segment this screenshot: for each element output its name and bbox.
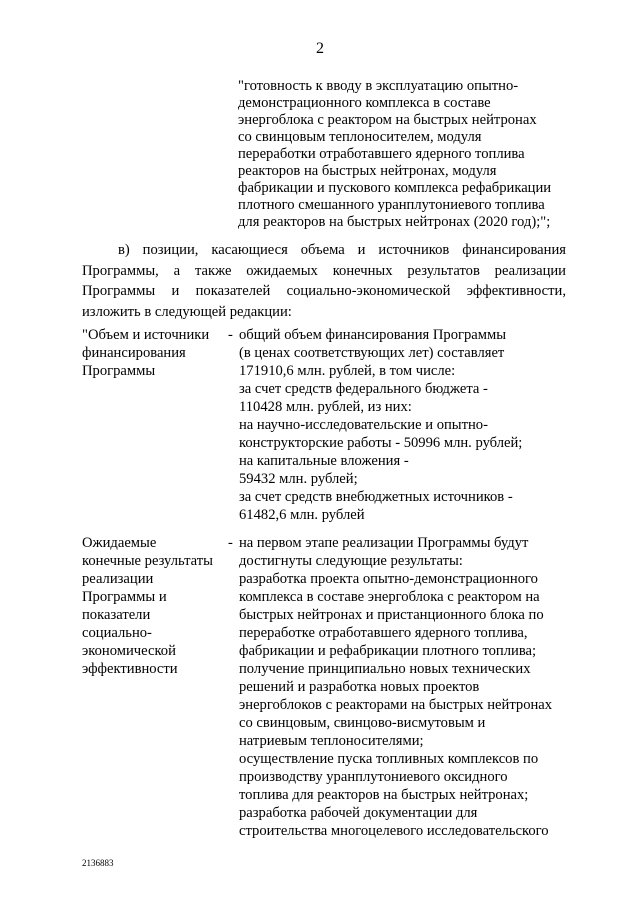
text-line: разработка рабочей документации для <box>239 805 478 821</box>
text-line: демонстрационного комплекса в составе <box>238 95 491 111</box>
text-line: конструкторские работы - 50996 млн. рублей; <box>239 435 523 451</box>
text-line: фабрикации и рефабрикации плотного топлива; <box>239 643 537 659</box>
text-line: на научно-исследовательские и опытно- <box>239 417 488 433</box>
text-line: изложить в следующей редакции: <box>82 303 292 320</box>
separator-dash: - <box>228 327 233 343</box>
text-line: 110428 млн. рублей, из них: <box>239 399 412 415</box>
results-label <box>82 534 222 678</box>
label-line: экономической <box>82 643 176 659</box>
text-line: топлива для реакторов на быстрых нейтронах; <box>239 787 529 803</box>
text-line: реакторов на быстрых нейтронах, модуля <box>238 163 497 179</box>
separator-dash: - <box>228 535 233 551</box>
text-line: плотного смешанного уранплутониевого топлива <box>238 197 545 213</box>
text-line: натриевым теплоносителями; <box>239 733 424 749</box>
label-line: "Объем и источники <box>82 327 210 343</box>
label-line: Программы и <box>82 589 167 605</box>
text-line: со свинцовым теплоносителем, модуля <box>238 129 482 145</box>
label-line: Ожидаемые <box>82 535 157 551</box>
document-code: 2136883 <box>82 858 114 868</box>
text-line: решений и разработка новых проектов <box>239 679 480 695</box>
label-line: финансирования <box>82 345 186 361</box>
label-line: показатели <box>82 607 151 623</box>
text-line: на первом этапе реализации Программы будут <box>239 535 529 551</box>
text-line: для реакторов на быстрых нейтронах (2020 год);"; <box>238 214 551 230</box>
text-line: на капитальные вложения - <box>239 453 409 469</box>
text-line: Программы, а также ожидаемых конечных результатов реализации <box>82 262 566 279</box>
text-line: общий объем финансирования Программы <box>239 327 507 343</box>
results-content <box>239 534 579 840</box>
text-line: в) позиции, касающиеся объема и источников финансирования <box>118 242 566 258</box>
label-line: реализации <box>82 571 154 587</box>
text-line: получение принципиально новых технических <box>239 661 531 677</box>
text-line: за счет средств федерального бюджета - <box>239 381 488 397</box>
text-line: достигнуты следующие результаты: <box>239 553 463 569</box>
text-line: 59432 млн. рублей; <box>239 471 358 487</box>
text-line: производству уранплутониевого оксидного <box>239 769 508 785</box>
text-line: 171910,6 млн. рублей, в том числе: <box>239 363 456 379</box>
text-line: "готовность к вводу в эксплуатацию опытно- <box>238 78 519 94</box>
text-line: комплекса в составе энергоблока с реактором на <box>239 589 540 605</box>
text-line: осуществление пуска топливных комплексов по <box>239 751 539 767</box>
text-line: разработка проекта опытно-демонстрационного <box>239 571 538 587</box>
page-number: 2 <box>316 40 324 57</box>
label-line: Программы <box>82 363 156 379</box>
text-line: энергоблока с реактором на быстрых нейтронах <box>238 112 537 128</box>
label-line: эффективности <box>82 661 178 677</box>
text-line: 61482,6 млн. рублей <box>239 507 365 523</box>
text-line: фабрикации и пускового комплекса рефабрикации <box>238 180 552 196</box>
text-line: Программы и показателей социально-экономической эффективности, <box>82 283 566 299</box>
text-line: за счет средств внебюджетных источников - <box>239 489 513 505</box>
text-line: со свинцовым, свинцово-висмутовым и <box>239 715 486 731</box>
text-line: (в ценах соответствующих лет) составляет <box>239 345 505 361</box>
text-line: быстрых нейтронах и пристанционного блока по <box>239 607 544 623</box>
label-line: конечные результаты <box>82 553 213 569</box>
body-paragraph <box>82 240 566 322</box>
text-line: переработки отработавшего ядерного топлива <box>238 146 525 162</box>
label-line: социально- <box>82 625 152 641</box>
financing-label <box>82 326 222 380</box>
quoted-result-text <box>238 78 578 231</box>
text-line: строительства многоцелевого исследовательского <box>239 823 549 839</box>
text-line: энергоблоков с реакторами на быстрых нейтронах <box>239 697 553 713</box>
financing-content <box>239 326 579 524</box>
text-line: переработке отработавшего ядерного топлива, <box>239 625 528 641</box>
